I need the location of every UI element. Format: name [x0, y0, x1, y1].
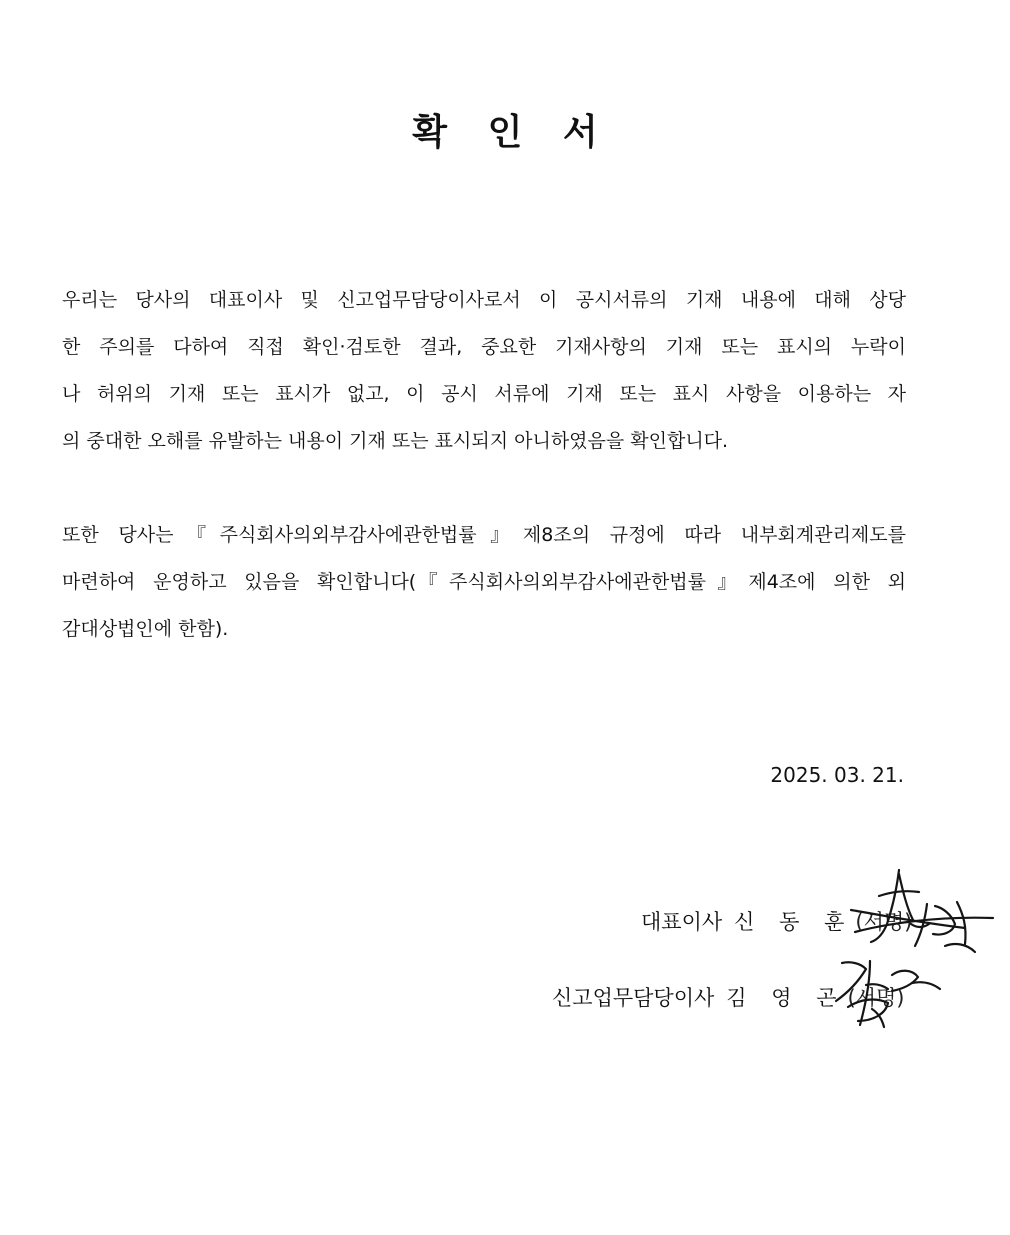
- paragraph-line: 의 중대한 오해를 유발하는 내용이 기재 또는 표시되지 아니하였음을 확인합니다.: [62, 430, 729, 452]
- internal-control-paragraph: [62, 512, 906, 653]
- signer-name: 김 영 곤: [726, 986, 846, 1010]
- signature-mark: (서명): [847, 986, 905, 1010]
- signature-mark: (서명): [855, 910, 913, 934]
- handwritten-signature-disclosure-officer: [808, 955, 958, 1035]
- signer-role: 신고업무담당이사: [552, 986, 715, 1010]
- signer-role: 대표이사: [641, 910, 723, 934]
- paragraph-line: 마련하여 운영하고 있음을 확인합니다(『주식회사의외부감사에관한법률』제4조에 의한 외: [62, 571, 906, 593]
- paragraph-line: 또한 당사는『주식회사의외부감사에관한법률』제8조의 규정에 따라 내부회계관리제도를: [62, 524, 906, 546]
- paragraph-line: 나 허위의 기재 또는 표시가 없고, 이 공시 서류에 기재 또는 표시 사항을 이용하는 자: [62, 383, 906, 405]
- handwritten-signature-ceo: [815, 862, 1000, 957]
- paragraph-line: 우리는 당사의 대표이사 및 신고업무담당이사로서 이 공시서류의 기재 내용에 대해 상당: [62, 289, 906, 311]
- paragraph-line: 감대상법인에 한함).: [62, 618, 229, 640]
- signer-name: 신 동 훈: [734, 910, 854, 934]
- document-date: 2025. 03. 21.: [770, 763, 904, 787]
- paragraph-line: 한 주의를 다하여 직접 확인·검토한 결과, 중요한 기재사항의 기재 또는 표시의 누락이: [62, 336, 906, 358]
- document-title: 확 인 서: [412, 112, 612, 153]
- confirmation-paragraph: [62, 277, 906, 465]
